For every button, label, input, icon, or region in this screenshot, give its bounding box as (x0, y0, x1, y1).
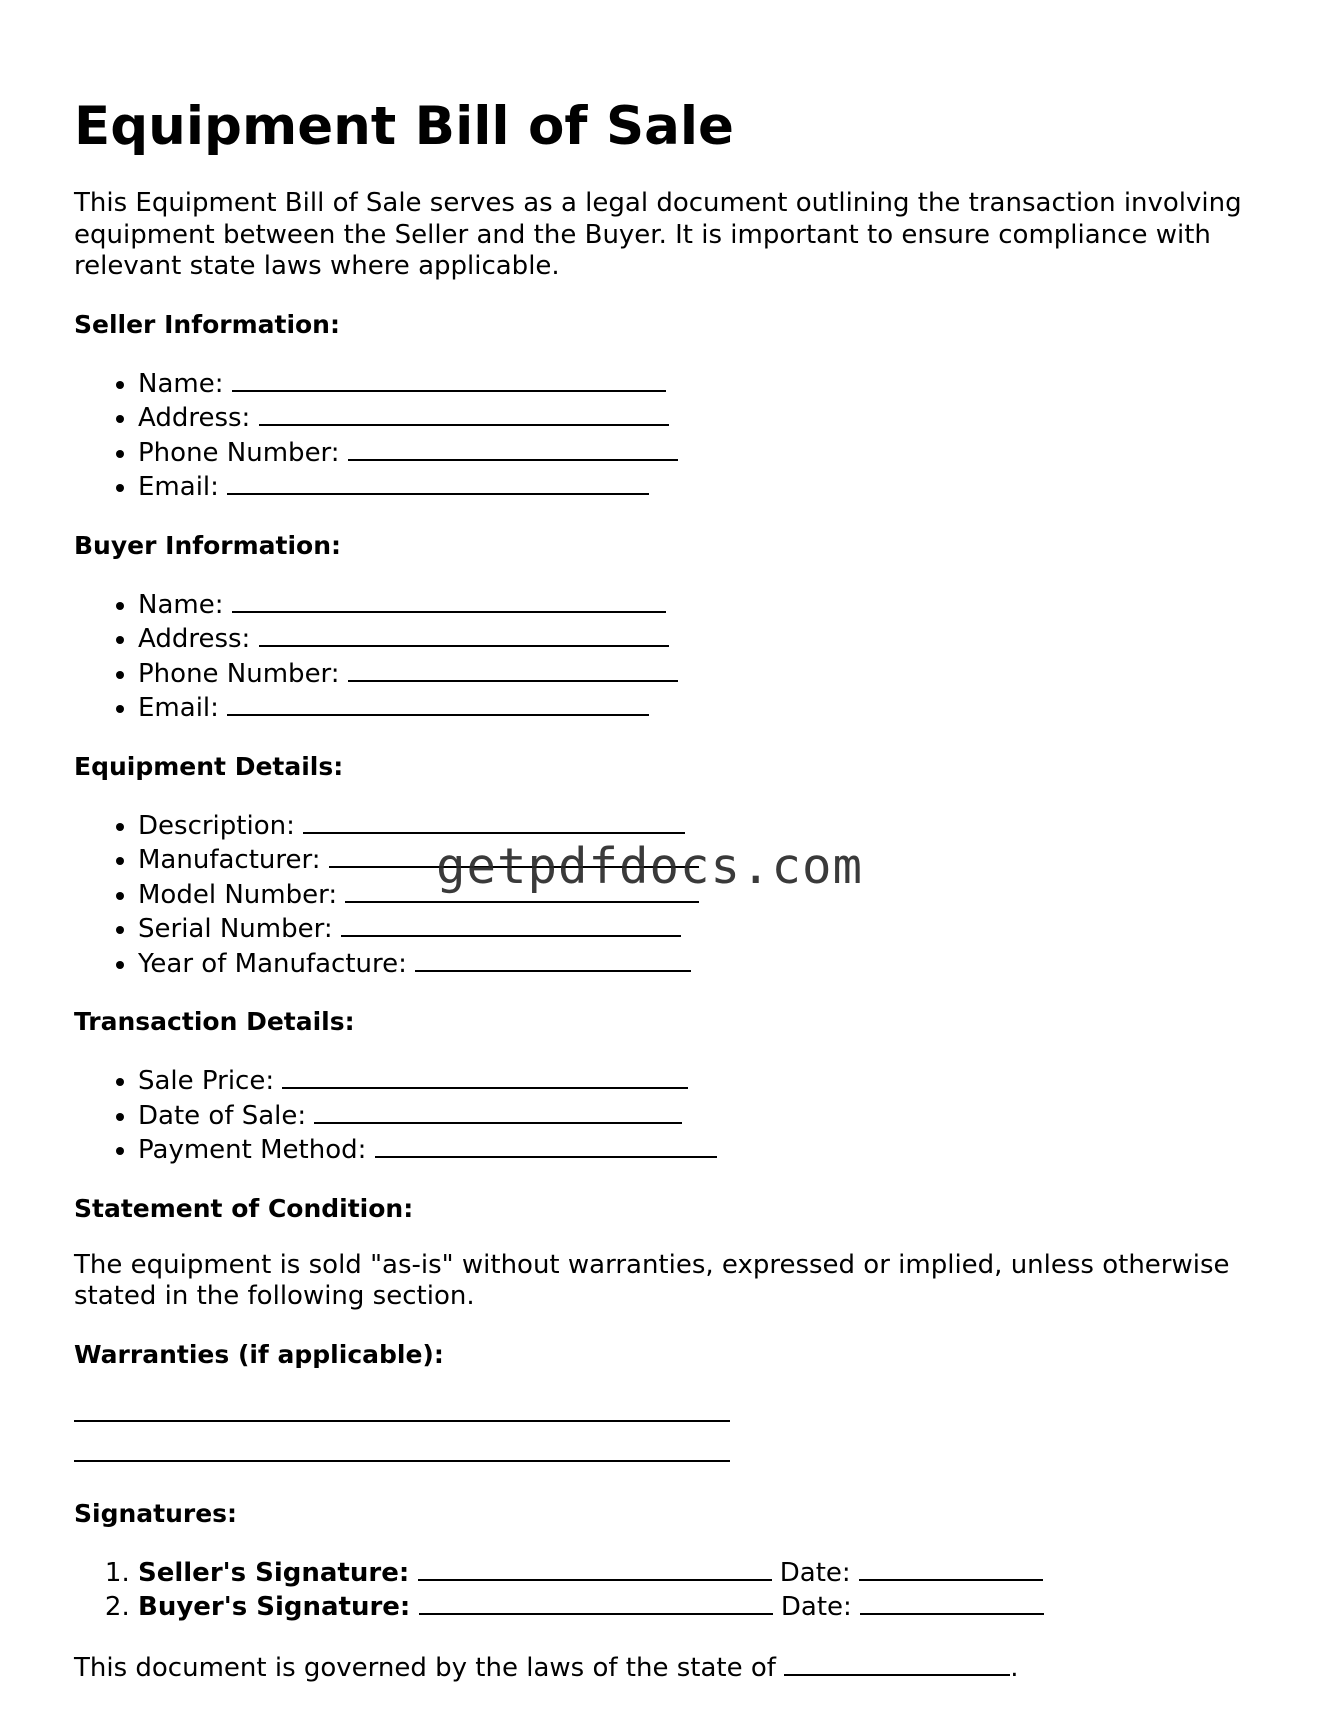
signature-list (74, 1555, 1274, 1624)
list-item: • Model Number: (138, 877, 1274, 912)
intro-paragraph: This Equipment Bill of Sale serves as a legal document outlining the transaction involving equipment between the Seller and the Buyer. It is important to ensure compliance with relevant state laws where applicable. (74, 188, 1242, 281)
seller-name-blank[interactable] (232, 366, 666, 392)
signatures-heading: Signatures: (74, 1498, 238, 1528)
seller-signature-blank[interactable] (418, 1555, 772, 1581)
buyer-address-blank[interactable] (259, 621, 669, 647)
buyer-heading: Buyer Information: (74, 530, 342, 560)
governing-law-statement: This document is governed by the laws of the state of . (74, 1650, 1274, 1685)
list-item: • Email: (138, 690, 1274, 725)
list-item: • Year of Manufacture: (138, 946, 1274, 981)
list-item: • Phone Number: (138, 435, 1274, 470)
seller-phone-blank[interactable] (348, 435, 678, 461)
buyer-fields (74, 587, 1274, 725)
warranty-line[interactable] (74, 1460, 730, 1462)
equipment-heading: Equipment Details: (74, 751, 344, 781)
seller-email-blank[interactable] (227, 469, 649, 495)
seller-date-blank[interactable] (859, 1555, 1043, 1581)
list-item: • Email: (138, 469, 1274, 504)
page-title: Equipment Bill of Sale (74, 96, 734, 157)
buyer-email-blank[interactable] (227, 690, 649, 716)
watermark: getpdfdocs.com (436, 838, 864, 895)
seller-fields (74, 366, 1274, 504)
list-item: • Date of Sale: (138, 1098, 1274, 1133)
buyer-signature-blank[interactable] (419, 1589, 773, 1615)
condition-statement: The equipment is sold "as-is" without warranties, expressed or implied, unless otherwise stated in the following section. (74, 1249, 1230, 1311)
list-item: • Manufacturer: (138, 842, 1274, 877)
condition-heading: Statement of Condition: (74, 1193, 414, 1223)
payment-method-blank[interactable] (375, 1132, 717, 1158)
sale-price-blank[interactable] (282, 1063, 688, 1089)
transaction-fields (74, 1063, 1274, 1167)
serial-number-blank[interactable] (341, 911, 681, 937)
list-item: • Name: (138, 587, 1274, 622)
list-item: • Sale Price: (138, 1063, 1274, 1098)
year-of-manufacture-blank[interactable] (415, 946, 691, 972)
list-item: 2. Buyer's Signature: Date: (138, 1589, 1274, 1624)
list-item: • Phone Number: (138, 656, 1274, 691)
description-blank[interactable] (303, 808, 685, 834)
buyer-date-blank[interactable] (860, 1589, 1044, 1615)
list-item: 1. Seller's Signature: Date: (138, 1555, 1274, 1590)
buyer-name-blank[interactable] (232, 587, 666, 613)
warranties-heading: Warranties (if applicable): (74, 1339, 444, 1369)
list-item: • Serial Number: (138, 911, 1274, 946)
seller-address-blank[interactable] (259, 400, 669, 426)
list-item: • Address: (138, 621, 1274, 656)
list-item: • Description: (138, 808, 1274, 843)
state-blank[interactable] (784, 1650, 1010, 1676)
list-item: • Address: (138, 400, 1274, 435)
buyer-phone-blank[interactable] (348, 656, 678, 682)
seller-heading: Seller Information: (74, 309, 340, 339)
list-item: • Name: (138, 366, 1274, 401)
transaction-heading: Transaction Details: (74, 1007, 355, 1036)
date-of-sale-blank[interactable] (314, 1098, 682, 1124)
list-item: • Payment Method: (138, 1132, 1274, 1167)
warranty-line[interactable] (74, 1420, 730, 1422)
